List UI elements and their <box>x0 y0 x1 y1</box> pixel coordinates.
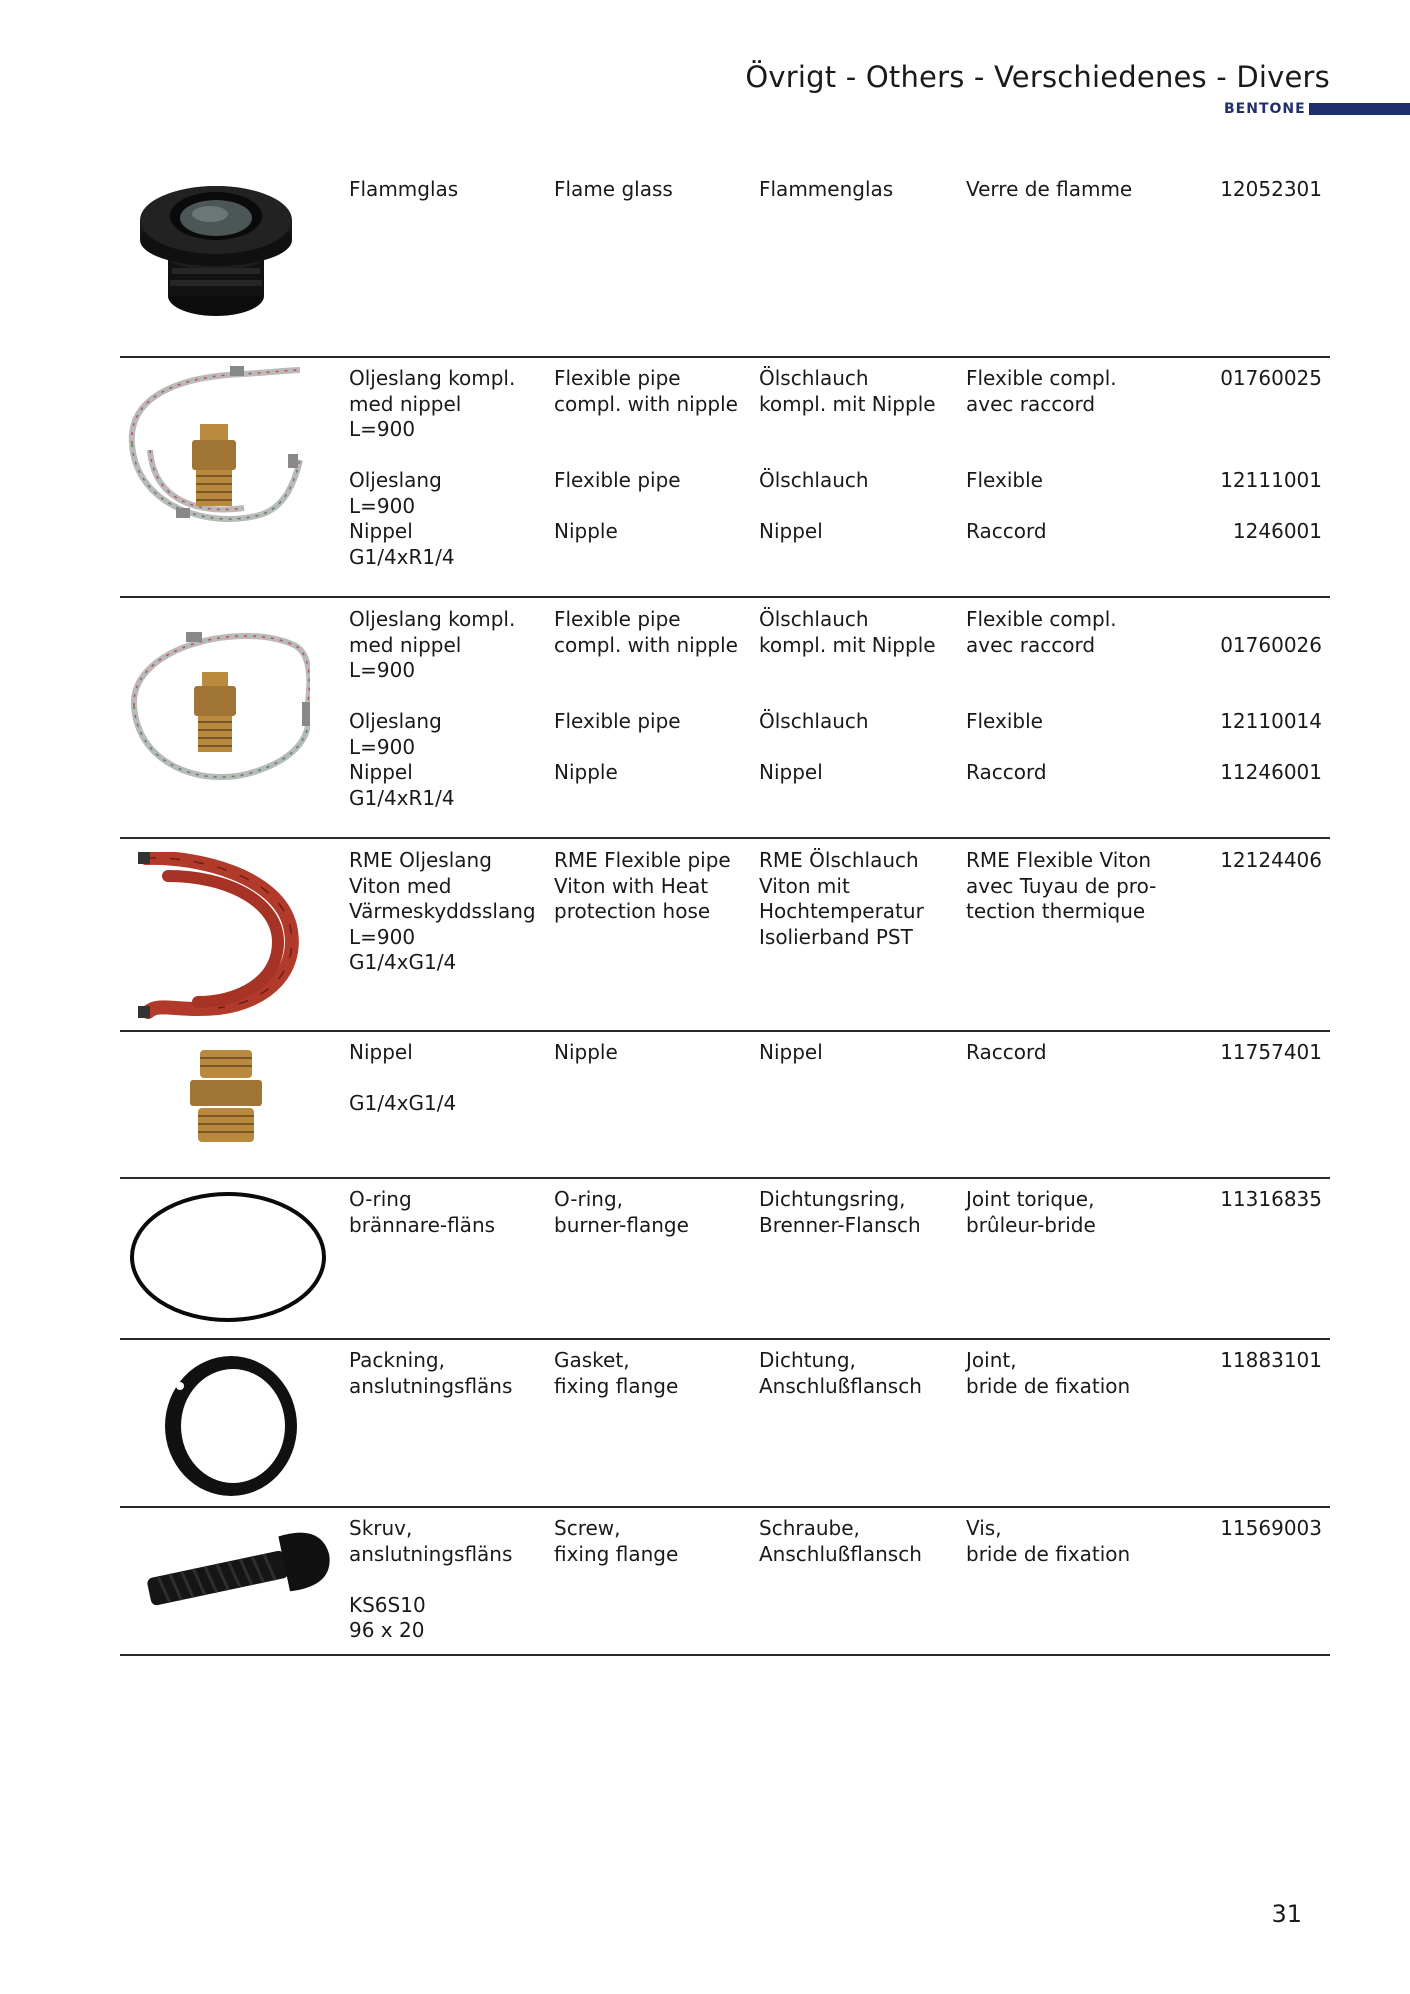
brand-logo: BENTONE <box>1224 101 1306 117</box>
gasket-image <box>160 1350 302 1502</box>
article-number: 12124406 <box>1220 848 1322 872</box>
item-name-fr: Flexible compl. avec raccord <box>966 607 1117 657</box>
item-name-en: Nipple <box>554 1040 618 1064</box>
item-name-fr: Raccord <box>966 1040 1047 1064</box>
sub-item-name-de: Nippel <box>759 519 823 543</box>
row-divider <box>120 1506 1330 1508</box>
sub-article-number: 12110014 <box>1220 709 1322 733</box>
article-number: 11883101 <box>1220 1348 1322 1372</box>
item-name-en: Gasket, fixing flange <box>554 1348 679 1398</box>
sub-article-number: 11246001 <box>1220 760 1322 784</box>
item-name-de: Schraube, Anschlußflansch <box>759 1516 922 1566</box>
sub-article-number: 1246001 <box>1232 519 1322 543</box>
item-name-fr: Joint torique, brûleur-bride <box>966 1187 1096 1237</box>
row-divider <box>120 1338 1330 1340</box>
item-name-fr: RME Flexible Viton avec Tuyau de pro- tection thermique <box>966 848 1157 923</box>
sub-item-name-en: Nipple <box>554 519 618 543</box>
item-name-en: Screw, fixing flange <box>554 1516 679 1566</box>
article-number: 01760025 <box>1220 366 1322 390</box>
rme-hose-image <box>138 852 304 1020</box>
item-name-en: Flame glass <box>554 177 673 201</box>
item-name-en: Flexible pipe compl. with nipple <box>554 607 738 657</box>
row-divider <box>120 1654 1330 1656</box>
item-name-fr: Vis, bride de fixation <box>966 1516 1131 1566</box>
brand-mark <box>1220 102 1410 116</box>
page-number: 31 <box>1271 1900 1302 1928</box>
item-name-de: Flammenglas <box>759 177 894 201</box>
screw-image <box>138 1522 334 1614</box>
flame-glass-image <box>136 176 296 324</box>
brand-bar <box>1309 103 1410 115</box>
sub-item-name-sv: Nippel G1/4xR1/4 <box>349 519 455 569</box>
item-name-sv: Packning, anslutningsfläns <box>349 1348 513 1398</box>
sub-item-name-fr: Raccord <box>966 760 1047 784</box>
item-name-de: Dichtung, Anschlußflansch <box>759 1348 922 1398</box>
item-name-sv: O-ring brännare-fläns <box>349 1187 496 1237</box>
item-name-en: O-ring, burner-flange <box>554 1187 689 1237</box>
item-name-sv: Nippel G1/4xG1/4 <box>349 1040 457 1115</box>
article-number: 01760026 <box>1220 633 1322 657</box>
item-name-en: Flexible pipe compl. with nipple <box>554 366 738 416</box>
row-divider <box>120 1030 1330 1032</box>
sub-item-name-en: Nipple <box>554 760 618 784</box>
row-divider <box>120 596 1330 598</box>
article-number: 11316835 <box>1220 1187 1322 1211</box>
sub-item-name-sv: Nippel G1/4xR1/4 <box>349 760 455 810</box>
item-name-de: Dichtungsring, Brenner-Flansch <box>759 1187 921 1237</box>
item-name-sv: Skruv, anslutningsfläns KS6S10 96 x 20 <box>349 1516 513 1642</box>
item-name-de: Nippel <box>759 1040 823 1064</box>
item-name-de: Ölschlauch kompl. mit Nipple <box>759 366 936 416</box>
item-name-sv: Flammglas <box>349 177 459 201</box>
sub-item-name-fr: Flexible <box>966 468 1043 492</box>
row-divider <box>120 837 1330 839</box>
item-name-fr: Flexible compl. avec raccord <box>966 366 1117 416</box>
sub-article-number: 12111001 <box>1220 468 1322 492</box>
item-name-fr: Verre de flamme <box>966 177 1133 201</box>
item-name-de: Ölschlauch kompl. mit Nipple <box>759 607 936 657</box>
sub-item-name-sv: Oljeslang L=900 <box>349 709 442 759</box>
item-name-fr: Joint, bride de fixation <box>966 1348 1131 1398</box>
item-name-sv: RME Oljeslang Viton med Värmeskyddsslang L=900 G1/4xG1/4 <box>349 848 536 974</box>
o-ring-image <box>128 1190 328 1324</box>
item-name-en: RME Flexible pipe Viton with Heat protection hose <box>554 848 731 923</box>
article-number: 11757401 <box>1220 1040 1322 1064</box>
flexible-pipe-image <box>124 626 310 782</box>
item-name-sv: Oljeslang kompl. med nippel L=900 <box>349 607 516 682</box>
sub-item-name-de: Nippel <box>759 760 823 784</box>
sub-item-name-fr: Flexible <box>966 709 1043 733</box>
item-name-de: RME Ölschlauch Viton mit Hochtemperatur Isolierband PST <box>759 848 924 949</box>
nipple-image <box>186 1046 266 1146</box>
sub-item-name-en: Flexible pipe <box>554 709 681 733</box>
sub-item-name-en: Flexible pipe <box>554 468 681 492</box>
row-divider <box>120 1177 1330 1179</box>
sub-item-name-de: Ölschlauch <box>759 468 869 492</box>
item-name-sv: Oljeslang kompl. med nippel L=900 <box>349 366 516 441</box>
sub-item-name-de: Ölschlauch <box>759 709 869 733</box>
page-header-title: Övrigt - Others - Verschiedenes - Divers <box>745 60 1330 94</box>
sub-item-name-sv: Oljeslang L=900 <box>349 468 442 518</box>
article-number: 12052301 <box>1220 177 1322 201</box>
article-number: 11569003 <box>1220 1516 1322 1540</box>
sub-item-name-fr: Raccord <box>966 519 1047 543</box>
row-divider <box>120 356 1330 358</box>
flexible-pipe-image <box>124 364 310 534</box>
